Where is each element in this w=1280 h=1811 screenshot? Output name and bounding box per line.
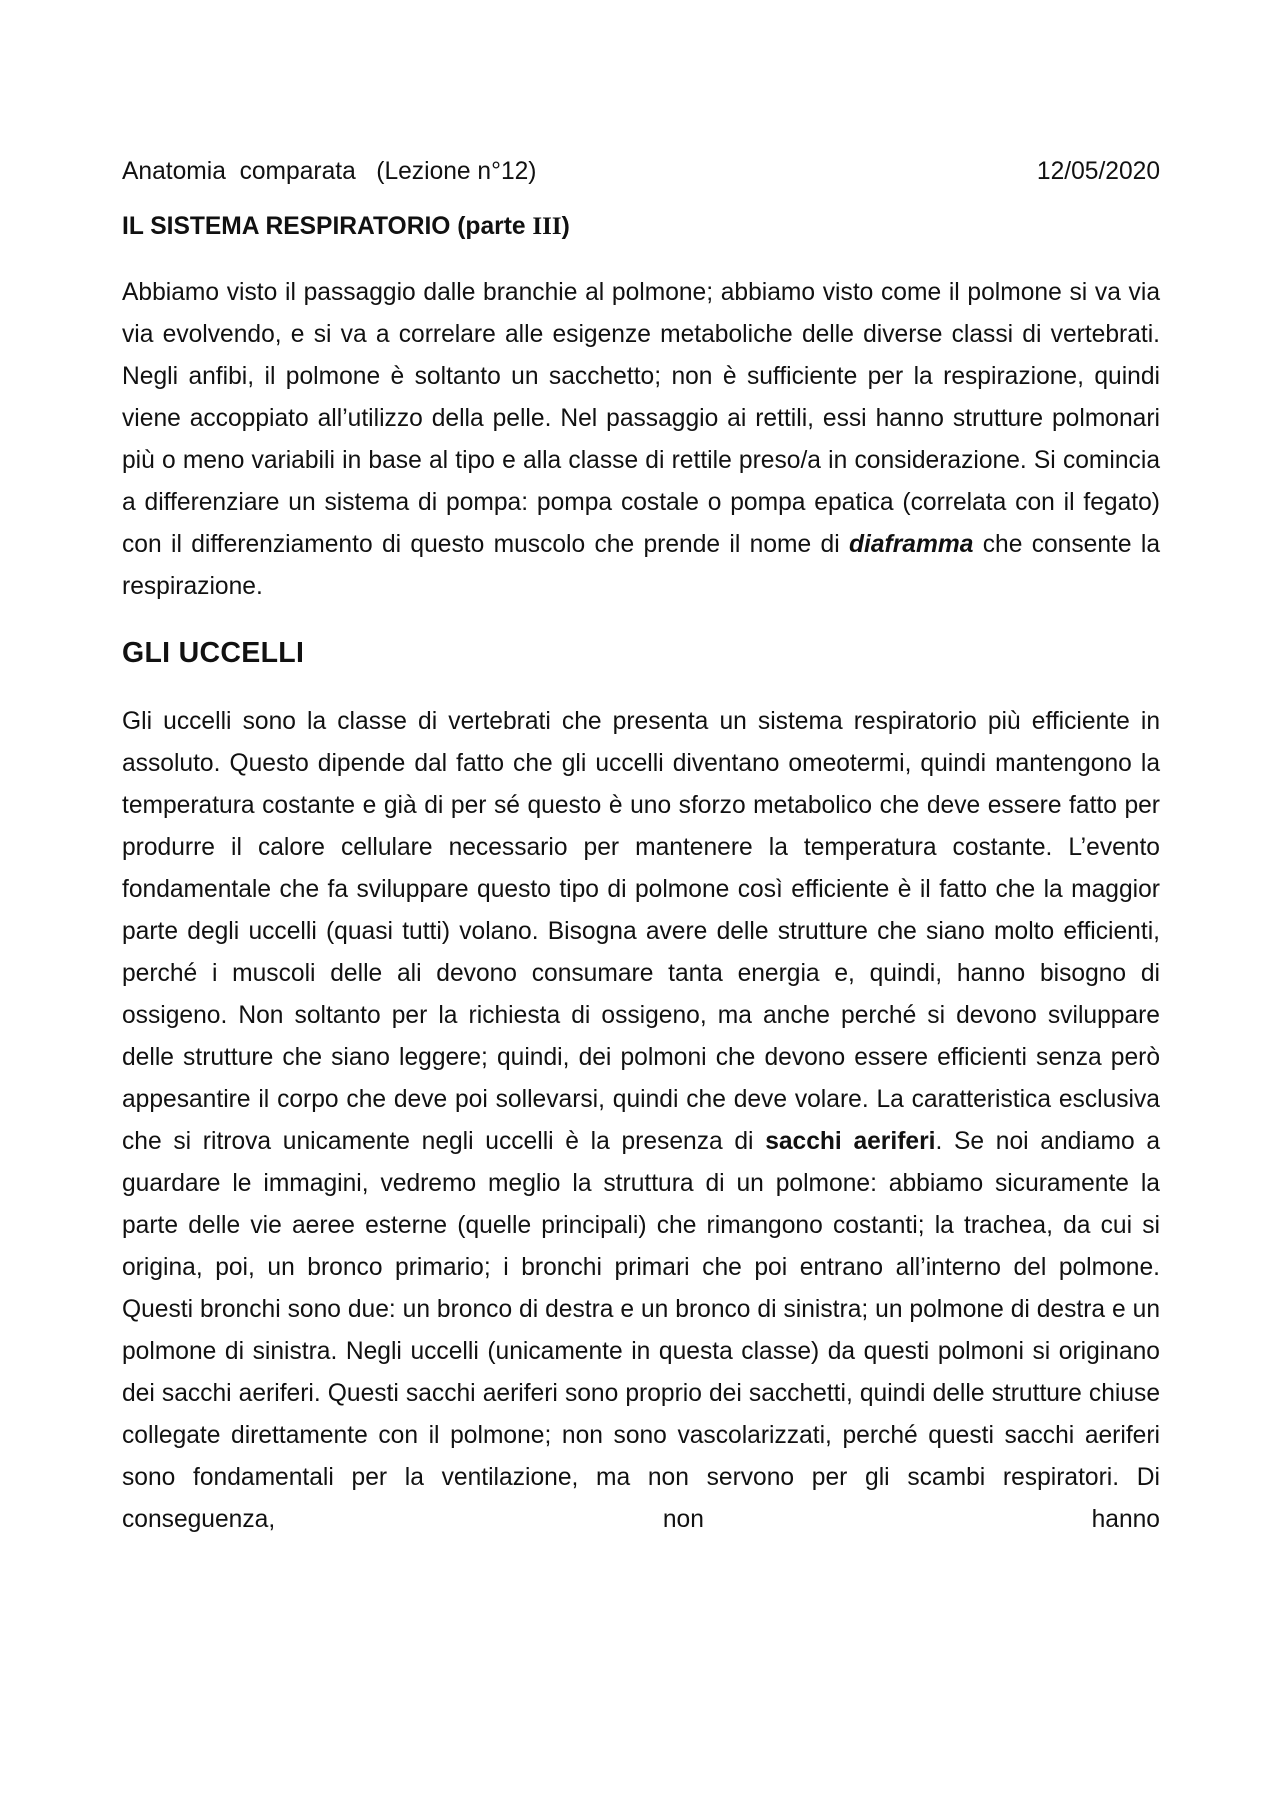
page-header xyxy=(122,151,1160,193)
paragraph-intro-text-1: Abbiamo visto il passaggio dalle branchie al polmone; abbiamo visto come il polmone si va via via evolvendo, e si va a correlare alle esigenze metaboliche delle diverse classi di vertebrati. Negli anfibi, il polmone è soltanto un sacchetto; non è sufficiente per la respirazione, quindi viene accoppiato all’utilizzo della pelle. Nel passaggio ai rettili, essi hanno strutture polmonari più o meno variabili in base al tipo e alla classe di rettile preso/a in considerazione. Si comincia a differenziare un sistema di pompa: pompa costale o pompa epatica (correlata con il fegato) con il differenziamento di questo muscolo che prende il nome di xyxy=(122,279,1160,558)
paragraph-uccelli-text-2: . Se noi andiamo a guardare le immagini, vedremo meglio la struttura di un polmone: abbiamo sicuramente la parte delle vie aeree esterne (quelle principali) che rimangono costanti; la trachea, da cui si origina, poi, un bronco primario; i bronchi primari che poi entrano all’interno del polmone. Questi bronchi sono due: un bronco di destra e un bronco di sinistra; un polmone di destra e un polmone di sinistra. Negli uccelli (unicamente in questa classe) da questi polmoni si originano dei sacchi aeriferi. Questi sacchi aeriferi sono proprio dei sacchetti, quindi delle strutture chiuse collegate direttamente con il polmone; non sono vascolarizzati, perché questi sacchi aeriferi sono fondamentali per la ventilazione, ma non servono per gli scambi respiratori. Di conseguenza, non hanno xyxy=(122,1128,1160,1533)
term-diaframma: diaframma xyxy=(849,531,974,558)
paragraph-uccelli-text-1: Gli uccelli sono la classe di vertebrati che presenta un sistema respiratorio più efficiente in assoluto. Questo dipende dal fatto che gli uccelli diventano omeotermi, quindi mantengono la temperatura costante e già di per sé questo è uno sforzo metabolico che deve essere fatto per produrre il calore cellulare necessario per mantenere la temperatura costante. L’evento fondamentale che fa sviluppare questo tipo di polmone così efficiente è il fatto che la maggior parte degli uccelli (quasi tutti) volano. Bisogna avere delle strutture che siano molto efficienti, perché i muscoli delle ali devono consumare tanta energia e, quindi, hanno bisogno di ossigeno. Non soltanto per la richiesta di ossigeno, ma anche perché si devono sviluppare delle strutture che siano leggere; quindi, dei polmoni che devono essere efficienti senza però appesantire il corpo che deve poi sollevarsi, quindi che deve volare. La caratteristica esclusiva che si ritrova unicamente negli uccelli è la presenza di xyxy=(122,708,1160,1155)
section-title-close: ) xyxy=(561,213,570,240)
term-sacchi-aeriferi: sacchi aeriferi xyxy=(765,1128,936,1155)
subheading-uccelli: GLI UCCELLI xyxy=(122,637,305,669)
section-title xyxy=(122,206,1160,248)
section-title-roman: III xyxy=(532,213,562,240)
section-title-main: IL SISTEMA RESPIRATORIO (parte xyxy=(122,213,533,240)
paragraph-intro xyxy=(122,272,1160,608)
paragraph-uccelli xyxy=(122,701,1160,1541)
page-content xyxy=(122,151,1160,1541)
paragraph-intro-text-2: che consente la respirazione. xyxy=(122,531,1160,600)
lesson-title: Anatomia comparata (Lezione n°12) xyxy=(122,158,537,185)
lesson-date: 12/05/2020 xyxy=(1036,158,1160,185)
